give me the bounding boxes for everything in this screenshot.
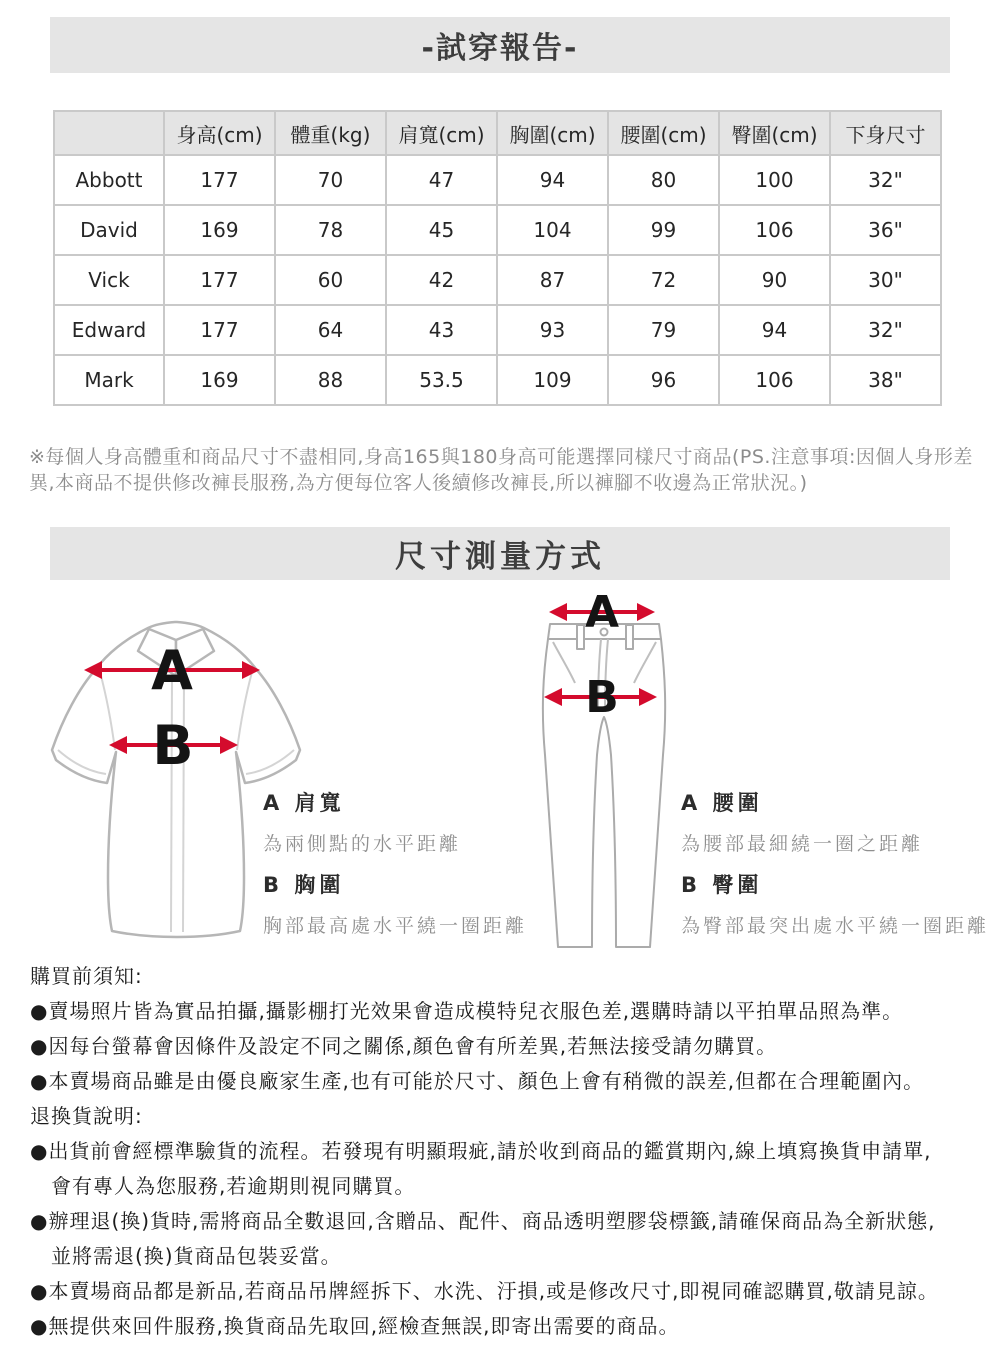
measurement-value: 177 [164, 255, 275, 305]
measurement-value: 43 [386, 305, 497, 355]
column-header: 腰圍(cm) [608, 111, 719, 155]
measurement-value: 177 [164, 155, 275, 205]
shirt-label-a: A [151, 639, 193, 702]
fitting-report-title [50, 17, 950, 73]
measurement-value: 106 [719, 355, 830, 405]
notice-line: ●因每台螢幕會因條件及設定不同之關係,顏色會有所差異,若無法接受請勿購買。 [30, 1034, 778, 1058]
notice-heading: 購買前須知: [30, 964, 143, 988]
model-name: Vick [54, 255, 164, 305]
shoulder-width-label: A 肩寬 [263, 791, 345, 815]
measurement-value: 104 [497, 205, 608, 255]
pants-label-b: B [585, 672, 619, 723]
column-header: 下身尺寸 [830, 111, 941, 155]
notice-line: ●無提供來回件服務,換貨商品先取回,經檢查無誤,即寄出需要的商品。 [30, 1314, 680, 1338]
model-name: Edward [54, 305, 164, 355]
measurement-value: 87 [497, 255, 608, 305]
measurement-value: 94 [497, 155, 608, 205]
measurement-value: 32" [830, 305, 941, 355]
measurement-value: 72 [608, 255, 719, 305]
measurement-value: 70 [275, 155, 386, 205]
fitting-table-wrap [53, 110, 942, 406]
notice-line: ●賣場照片皆為實品拍攝,攝影棚打光效果會造成模特兒衣服色差,選購時請以平拍單品照為準。 [30, 999, 904, 1023]
waist-girth-label: A 腰圍 [681, 791, 763, 815]
table-row [54, 155, 941, 205]
measurement-value: 93 [497, 305, 608, 355]
pants-label-a: A [584, 590, 620, 638]
measurement-value: 30" [830, 255, 941, 305]
measurement-value: 106 [719, 205, 830, 255]
model-name: David [54, 205, 164, 255]
notice-line: 會有專人為您服務,若逾期則視同購買。 [51, 1174, 416, 1198]
table-row [54, 355, 941, 405]
measurement-title [50, 527, 950, 580]
column-header: 胸圍(cm) [497, 111, 608, 155]
measurement-value: 42 [386, 255, 497, 305]
measurement-value: 53.5 [386, 355, 497, 405]
measurement-value: 36" [830, 205, 941, 255]
notice-heading: 退換貨說明: [30, 1104, 143, 1128]
measurement-value: 96 [608, 355, 719, 405]
column-header: 體重(kg) [275, 111, 386, 155]
measurement-value: 78 [275, 205, 386, 255]
measurement-value: 80 [608, 155, 719, 205]
measurement-value: 94 [719, 305, 830, 355]
chest-girth-desc: 胸部最高處水平繞一圈距離 [263, 915, 528, 937]
column-header: 臀圍(cm) [719, 111, 830, 155]
shirt-label-b: B [152, 714, 194, 777]
measurement-value: 45 [386, 205, 497, 255]
measurement-value: 32" [830, 155, 941, 205]
table-row [54, 255, 941, 305]
measurement-value: 60 [275, 255, 386, 305]
column-header: 身高(cm) [164, 111, 275, 155]
notices [30, 961, 995, 1346]
measurement-value: 47 [386, 155, 497, 205]
model-name: Mark [54, 355, 164, 405]
waist-girth-desc: 為腰部最細繞一圈之距離 [681, 833, 924, 855]
hip-girth-label: B 臀圍 [681, 873, 763, 897]
notice-line: 並將需退(換)貨商品包裝妥當。 [51, 1244, 342, 1268]
measurement-value: 79 [608, 305, 719, 355]
measurement-title-text: 尺寸測量方式 [395, 539, 605, 575]
fitting-table [53, 110, 942, 406]
model-name: Abbott [54, 155, 164, 205]
measurement-value: 64 [275, 305, 386, 355]
measurement-value: 109 [497, 355, 608, 405]
shirt-legend [263, 787, 683, 951]
size-note: ※每個人身高體重和商品尺寸不盡相同,身高165與180身高可能選擇同樣尺寸商品(PS.注意事項:因個人身形差異,本商品不提供修改褲長服務,為方便每位客人後續修改褲長,所以褲腳不收邊為正常狀況。) [29, 446, 973, 494]
measurement-value: 99 [608, 205, 719, 255]
fitting-report-title-text: -試穿報告- [421, 31, 579, 66]
measurement-value: 100 [719, 155, 830, 205]
measurement-value: 177 [164, 305, 275, 355]
table-row [54, 305, 941, 355]
hip-girth-desc: 為臀部最突出處水平繞一圈距離 [681, 915, 990, 937]
notice-line: ●辦理退(換)貨時,需將商品全數退回,含贈品、配件、商品透明塑膠袋標籤,請確保商品為全新狀態, [30, 1209, 936, 1233]
corner-cell [54, 111, 164, 155]
measurement-value: 38" [830, 355, 941, 405]
table-row [54, 205, 941, 255]
column-header: 肩寬(cm) [386, 111, 497, 155]
notice-line: ●出貨前會經標準驗貨的流程。若發現有明顯瑕疵,請於收到商品的鑑賞期內,線上填寫換貨申請單, [30, 1139, 932, 1163]
measurement-value: 169 [164, 205, 275, 255]
chest-girth-label: B 胸圍 [263, 873, 345, 897]
notice-line: ●本賣場商品都是新品,若商品吊牌經拆下、水洗、汙損,或是修改尺寸,即視同確認購買,敬請見諒。 [30, 1279, 939, 1303]
fitting-table-body [54, 155, 941, 405]
measurement-value: 169 [164, 355, 275, 405]
measurement-value: 90 [719, 255, 830, 305]
pants-legend [681, 787, 1000, 951]
notice-line: ●本賣場商品雖是由優良廠家生產,也有可能於尺寸、顏色上會有稍微的誤差,但都在合理範圍內。 [30, 1069, 925, 1093]
shoulder-width-desc: 為兩側點的水平距離 [263, 833, 462, 855]
measurement-value: 88 [275, 355, 386, 405]
fitting-table-head-row [54, 111, 941, 155]
